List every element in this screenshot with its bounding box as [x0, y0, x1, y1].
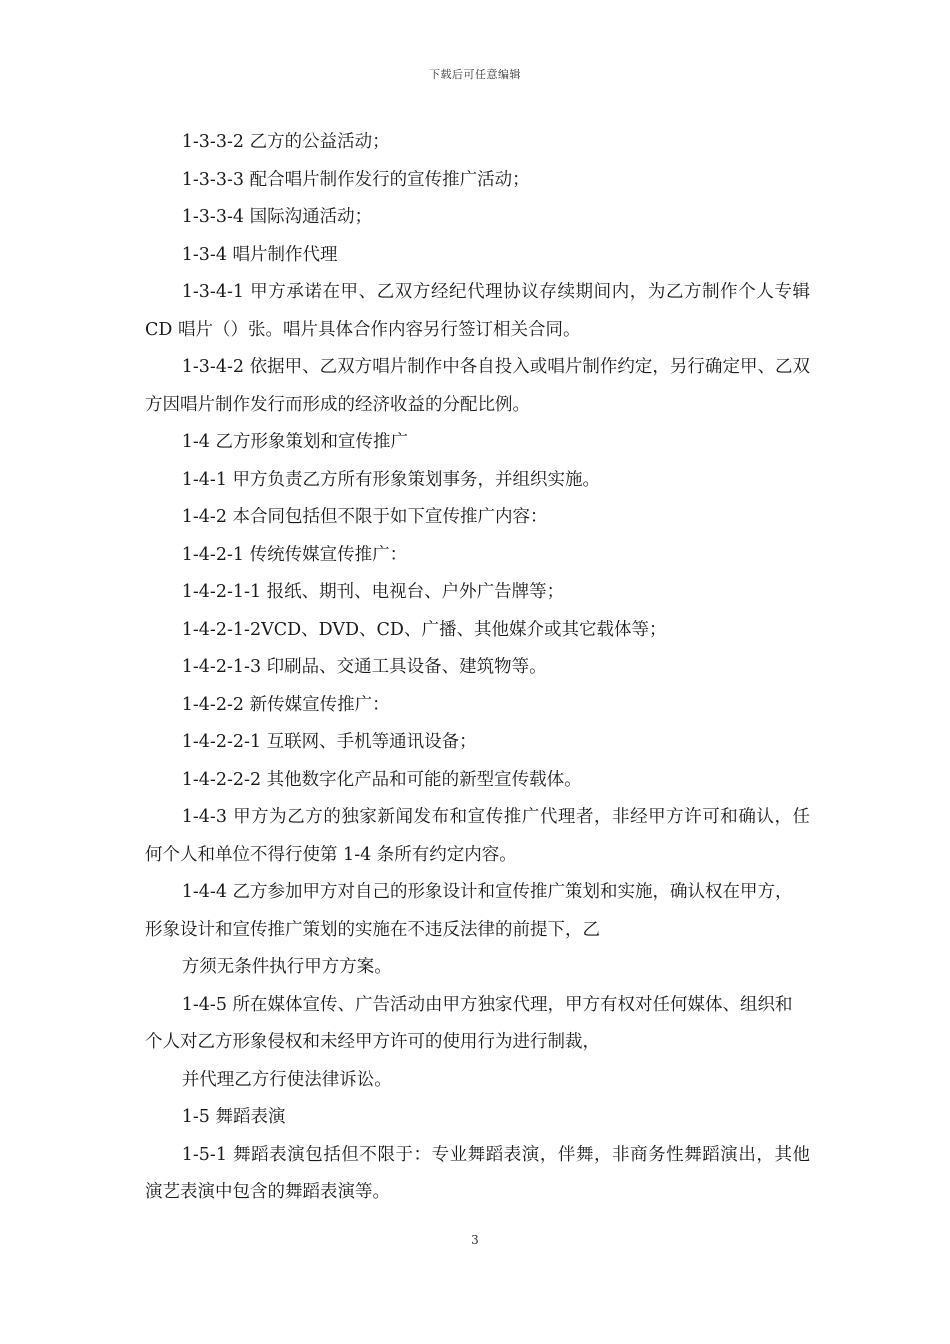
paragraph: 1-3-3-4 国际沟通活动； — [181, 207, 373, 227]
paragraph: 并代理乙方行使法律诉讼。 — [181, 1069, 392, 1090]
paragraph: 1-4-2-1 传统传媒宣传推广： — [181, 544, 408, 565]
paragraph: 1-4-2-2 新传媒宣传推广： — [181, 694, 390, 715]
header-note: 下载后可任意编辑 — [429, 68, 521, 81]
paragraph: 1-4-2-2-1 互联网、手机等通讯设备； — [181, 732, 477, 752]
paragraph: 1-4-4 乙方参加甲方对自己的形象设计和宣传推广策划和实施，确认权在甲方，形象设计和宣传推广策划的实施在不违反法律的前提下，乙 — [145, 882, 793, 940]
paragraph: 1-4-3 甲方为乙方的独家新闻发布和宣传推广代理者，非经甲方许可和确认，任何个人和单位不得行使第 1-4 条所有约定内容。 — [145, 807, 810, 865]
page-number: 3 — [471, 1233, 479, 1247]
paragraph: 1-3-4-1 甲方承诺在甲、乙双方经纪代理协议存续期间内，为乙方制作个人专辑 CD 唱片（）张。唱片具体合作内容另行签订相关合同。 — [145, 282, 810, 340]
paragraph: 1-3-4-2 依据甲、乙双方唱片制作中各自投入或唱片制作约定，另行确定甲、乙双方因唱片制作发行而形成的经济收益的分配比例。 — [145, 357, 810, 415]
paragraph: 1-3-3-3 配合唱片制作发行的宣传推广活动； — [181, 169, 530, 190]
paragraph: 1-4-2-1-1 报纸、期刊、电视台、户外广告牌等； — [181, 582, 565, 602]
section-heading: 1-5 舞蹈表演 — [181, 1107, 286, 1127]
paragraph: 1-4-1 甲方负责乙方所有形象策划事务，并组织实施。 — [181, 469, 601, 490]
paragraph: 方须无条件执行甲方方案。 — [181, 957, 392, 977]
paragraph: 1-5-1 舞蹈表演包括但不限于：专业舞蹈表演，伴舞，非商务性舞蹈演出，其他演艺表演中包含的舞蹈表演等。 — [145, 1144, 810, 1202]
paragraph: 1-3-3-2 乙方的公益活动； — [181, 132, 390, 152]
paragraph: 1-4-2-1-3 印刷品、交通工具设备、建筑物等。 — [181, 657, 547, 677]
paragraph: 1-4-2-1-2VCD、DVD、CD、广播、其他媒介或其它载体等； — [181, 619, 667, 640]
paragraph: 1-4-2-2-2 其他数字化产品和可能的新型宣传载体。 — [181, 769, 582, 790]
section-heading: 1-4 乙方形象策划和宣传推广 — [181, 432, 408, 452]
body-text — [145, 124, 810, 1212]
paragraph: 1-4-2 本合同包括但不限于如下宣传推广内容： — [181, 507, 548, 527]
paragraph: 1-4-5 所在媒体宣传、广告活动由甲方独家代理，甲方有权对任何媒体、组织和个人对乙方形象侵权和未经甲方许可的使用行为进行制裁， — [145, 994, 793, 1052]
section-heading: 1-3-4 唱片制作代理 — [181, 244, 338, 265]
